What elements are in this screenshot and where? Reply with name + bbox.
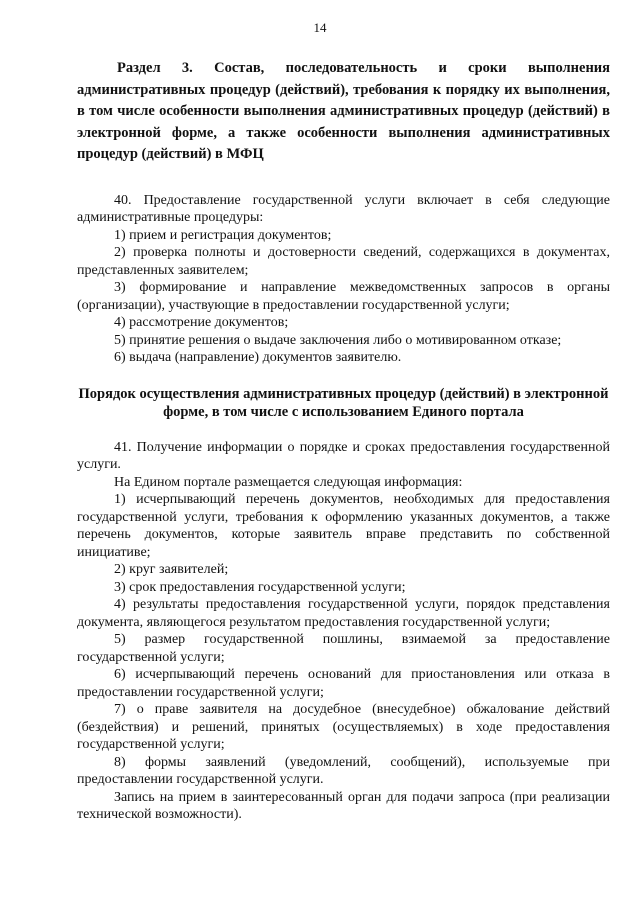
item-40-list-item: 2) проверка полноты и достоверности сведений, содержащихся в документах, представленных заявителем; [77,245,610,278]
item-41-list-item: 1) исчерпывающий перечень документов, необходимых для предоставления государственной услуги, требования к оформлению указанных документов, а также перечень документов, которые заявитель вправе представить по собственной инициативе; [77,492,610,560]
sub-heading: Порядок осуществления административных процедур (действий) в электронной форме, в том числе с использованием Единого портала [78,385,609,420]
page-number: 14 [313,20,327,35]
item-40-list-item: 3) формирование и направление межведомственных запросов в органы (организации), участвующие в предоставлении государственной услуги; [77,280,610,313]
item-41-list-item: 8) формы заявлений (уведомлений, сообщений), используемые при предоставлении государственной услуги. [77,754,610,787]
item-41-list-item: 5) размер государственной пошлины, взимаемой за предоставление государственной услуги; [77,632,610,665]
item-41-list-item: 2) круг заявителей; [114,562,229,577]
item-40-list-item: 4) рассмотрение документов; [114,315,289,330]
section-heading: Раздел 3. Состав, последовательность и сроки выполнения административных процедур (действий), требования к порядку их выполнения, в том числе особенности выполнения административных процедур (действий) в электронной форме, а также особенности выполнения административных процедур (действий) в МФЦ [77,60,610,162]
item-40-block [77,192,610,367]
item-41-list-item: 3) срок предоставления государственной услуги; [114,579,406,595]
item-41-block [77,439,610,824]
document-body [77,58,610,824]
item-41-list-item: 7) о праве заявителя на досудебное (внесудебное) обжалование действий (бездействия) и решений, принятых (осуществляемых) в ходе предоставления государственной услуги; [77,702,610,752]
item-41-closing: Запись на прием в заинтересованный орган для подачи запроса (при реализации технической возможности). [77,789,610,822]
item-41-list-item: 4) результаты предоставления государственной услуги, порядок представления документа, являющегося результатом предоставления государственной услуги; [77,597,610,630]
item-41-intro: 41. Получение информации о порядке и сроках предоставления государственной услуги. [77,439,610,472]
item-41-portal-intro: На Едином портале размещается следующая информация: [114,474,463,490]
item-41-list-item: 6) исчерпывающий перечень оснований для приостановления или отказа в предоставлении государственной услуги; [77,667,610,700]
item-40-list-item: 6) выдача (направление) документов заявителю. [114,350,402,365]
item-40-list-item: 5) принятие решения о выдаче заключения либо о мотивированном отказе; [114,332,562,348]
item-40-intro: 40. Предоставление государственной услуги включает в себя следующие административные процедуры: [77,192,610,225]
item-40-list-item: 1) прием и регистрация документов; [114,227,332,243]
